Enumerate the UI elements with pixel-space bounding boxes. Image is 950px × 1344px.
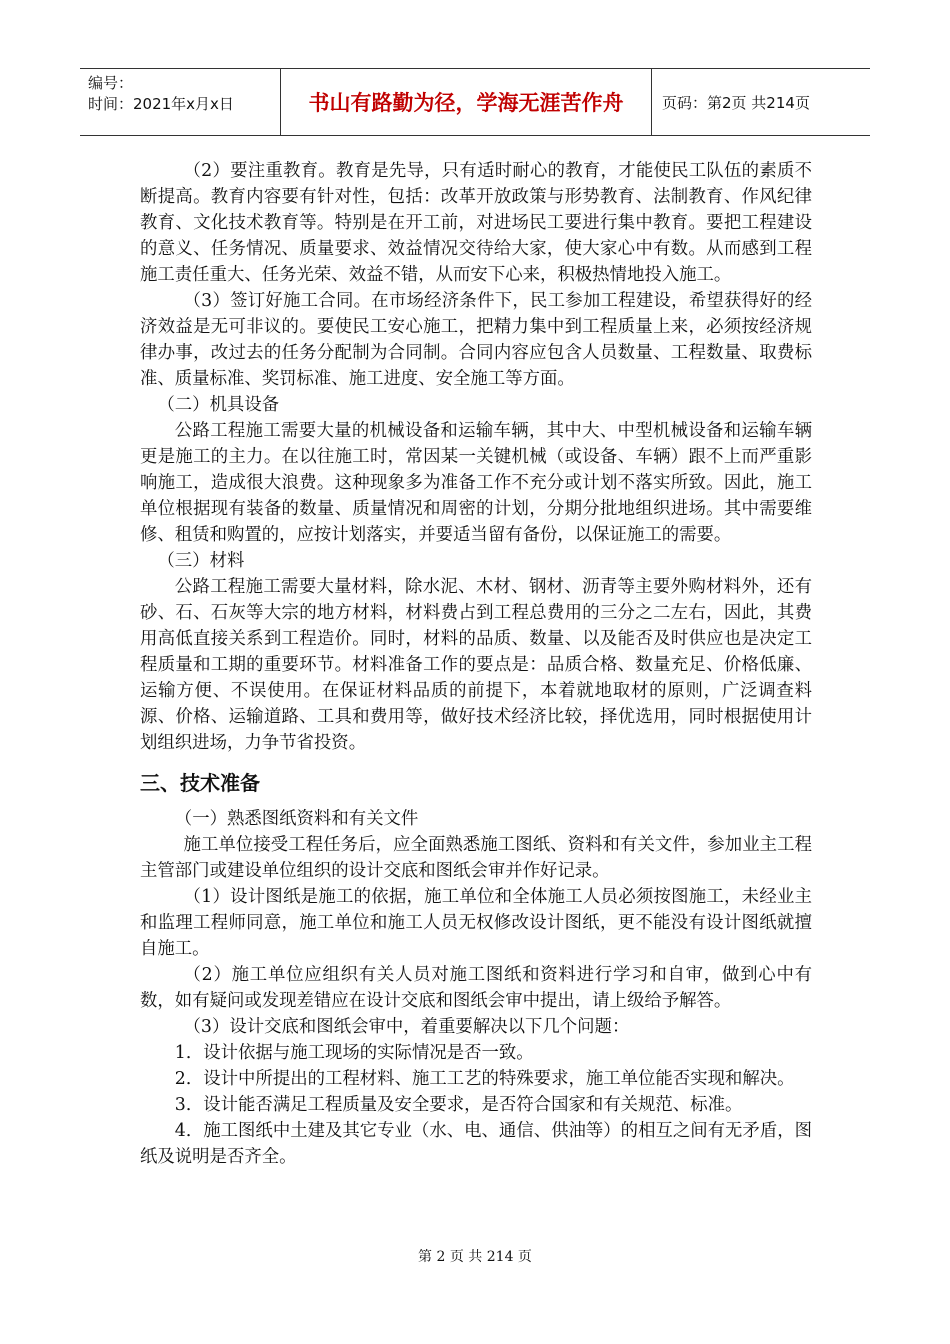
list-item: 4．施工图纸中土建及其它专业（水、电、通信、供油等）的相互之间有无矛盾，图纸及说明是否齐全。 — [140, 1121, 812, 1167]
paragraph: 公路工程施工需要大量的机械设备和运输车辆，其中大、中型机械设备和运输车辆更是施工的主力。在以往施工时，常因某一关键机械（或设备、车辆）跟不上而严重影响施工，造成很大浪费。这种现象多为准备工作不充分或计划不落实所致。因此，施工单位根据现有装备的数量、质量情况和周密的计划，分期分批地组织进场。其中需要维修、租赁和购置的，应按计划落实，并要适当留有备份，以保证施工的需要。 — [140, 421, 812, 545]
paragraph: （1）设计图纸是施工的依据，施工单位和全体施工人员必须按图施工，未经业主和监理工程师同意，施工单位和施工人员无权修改设计图纸，更不能没有设计图纸就擅自施工。 — [140, 887, 812, 959]
page-header — [80, 68, 870, 136]
paragraph: （3）设计交底和图纸会审中，着重要解决以下几个问题： — [183, 1017, 630, 1037]
header-motto: 书山有路勤为径，学海无涯苦作舟 — [280, 69, 652, 135]
document-body — [140, 158, 812, 1170]
list-item: 1．设计依据与施工现场的实际情况是否一致。 — [174, 1043, 534, 1063]
list-item: 3．设计能否满足工程质量及安全要求，是否符合国家和有关规范、标准。 — [174, 1095, 743, 1115]
paragraph: （3）签订好施工合同。在市场经济条件下，民工参加工程建设，希望获得好的经济效益是无可非议的。要使民工安心施工，把精力集中到工程质量上来，必须按经济规律办事，改过去的任务分配制为合同制。合同内容应包含人员数量、工程数量、取费标准、质量标准、奖罚标准、施工进度、安全施工等方面。 — [140, 291, 812, 389]
subsection-title: （三）材料 — [157, 551, 245, 571]
paragraph: （2）要注重教育。教育是先导，只有适时耐心的教育，才能使民工队伍的素质不断提高。教育内容要有针对性，包括：改革开放政策与形势教育、法制教育、作风纪律教育、文化技术教育等。特别是在开工前，对进场民工要进行集中教育。要把工程建设的意义、任务情况、质量要求、效益情况交待给大家，使大家心中有数。从而感到工程施工责任重大、任务光荣、效益不错，从而安下心来，积极热情地投入施工。 — [140, 161, 812, 285]
subsection-title: （二）机具设备 — [157, 395, 280, 415]
header-page-info: 页码：第2页 共214页 — [662, 93, 810, 112]
list-item: 2．设计中所提出的工程材料、施工工艺的特殊要求，施工单位能否实现和解决。 — [174, 1069, 795, 1089]
paragraph: （2）施工单位应组织有关人员对施工图纸和资料进行学习和自审，做到心中有数，如有疑问或发现差错应在设计交底和图纸会审中提出，请上级给予解答。 — [140, 965, 812, 1011]
paragraph: 公路工程施工需要大量材料，除水泥、木材、钢材、沥青等主要外购材料外，还有砂、石、石灰等大宗的地方材料，材料费占到工程总费用的三分之二左右，因此，其费用高低直接关系到工程造价。同时，材料的品质、数量、以及能否及时供应也是决定工程质量和工期的重要环节。材料准备工作的要点是：品质合格、数量充足、价格低廉、运输方便、不误使用。在保证材料品质的前提下，本着就地取材的原则，广泛调查料源、价格、运输道路、工具和费用等，做好技术经济比较，择优选用，同时根据使用计划组织进场，力争节省投资。 — [140, 577, 812, 753]
header-meta — [80, 69, 280, 135]
document-time-label: 时间：2021年x月x日 — [88, 95, 234, 113]
paragraph: 施工单位接受工程任务后，应全面熟悉施工图纸、资料和有关文件，参加业主工程主管部门或建设单位组织的设计交底和图纸会审并作好记录。 — [140, 835, 812, 881]
subsection-title: （一）熟悉图纸资料和有关文件 — [174, 809, 419, 829]
page-footer: 第 2 页 共 214 页 — [418, 1249, 532, 1265]
section-heading: 三、技术准备 — [140, 771, 260, 795]
document-number-label: 编号： — [88, 74, 134, 92]
